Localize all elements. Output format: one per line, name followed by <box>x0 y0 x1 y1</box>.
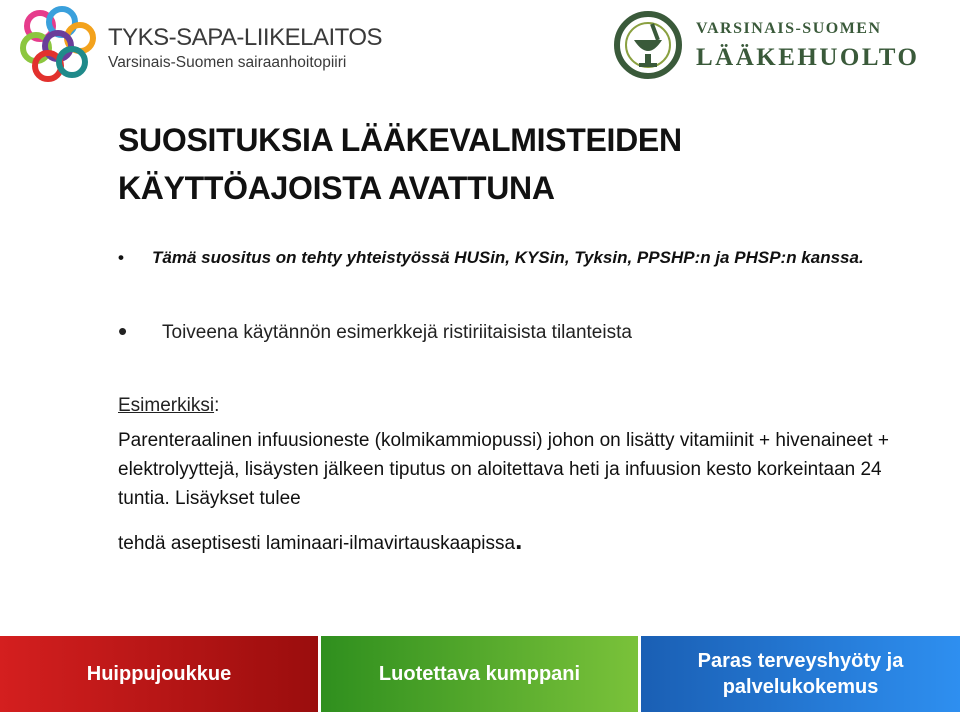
example-label-text: Esimerkiksi <box>118 395 215 416</box>
tyks-logo <box>18 6 383 86</box>
laakehuolto-logo-line1: VARSINAIS-SUOMEN <box>696 20 882 37</box>
bullet-collaboration <box>118 244 908 271</box>
mortar-pestle-logo-icon <box>612 10 686 80</box>
example-last-punct: . <box>515 525 523 555</box>
example-last-line <box>118 526 898 558</box>
footer-band-paras-label: Paras terveyshyöty ja palvelukokemus <box>697 650 904 698</box>
bullet-wish-text: Toiveena käytännön esimerkkejä ristiriitaisista tilanteista <box>162 322 632 343</box>
footer-band-luotettava <box>321 636 638 712</box>
example-last-line-text: tehdä aseptisesti laminaari-ilmavirtauskaapissa <box>118 533 516 554</box>
footer-bands <box>0 636 960 712</box>
slide-title <box>118 116 918 212</box>
footer-band-luotettava-label: Luotettava kumppani <box>378 663 581 685</box>
example-label <box>118 392 219 420</box>
footer-band-huippujoukkue-label: Huippujoukkue <box>86 663 232 685</box>
example-text: Parenteraalinen infuusioneste (kolmikammiopussi) johon on lisätty vitamiinit + hivenaineet + elektrolyyttejä, lisäysten jälkeen tiputus on aloitettava heti ja infuusion kesto korkeintaan 24 tuntia. Lisäykset tulee <box>118 430 889 509</box>
tyks-logo-subtitle: Varsinais-Suomen sairaanhoitopiiri <box>108 54 347 71</box>
bullet-marker: • <box>118 316 128 346</box>
slide-title-line1: SUOSITUKSIA LÄÄKEVALMISTEIDEN <box>118 122 682 158</box>
footer-band-paras <box>641 636 960 712</box>
laakehuolto-logo-line2: LÄÄKEHUOLTO <box>696 44 920 71</box>
tyks-rings-logo-icon <box>18 6 100 84</box>
laakehuolto-logo <box>612 10 932 86</box>
example-label-colon: : <box>214 395 220 416</box>
bullet-marker: • <box>118 248 124 267</box>
bullet-collaboration-text: Tämä suositus on tehty yhteistyössä HUSin, KYSin, Tyksin, PPSHP:n ja PHSP:n kanssa. <box>152 248 864 267</box>
footer-band-huippujoukkue <box>0 636 318 712</box>
tyks-logo-title: TYKS-SAPA-LIIKELAITOS <box>108 24 383 51</box>
slide-title-line2: KÄYTTÖAJOISTA AVATTUNA <box>118 170 555 206</box>
bullet-wish <box>118 318 908 348</box>
